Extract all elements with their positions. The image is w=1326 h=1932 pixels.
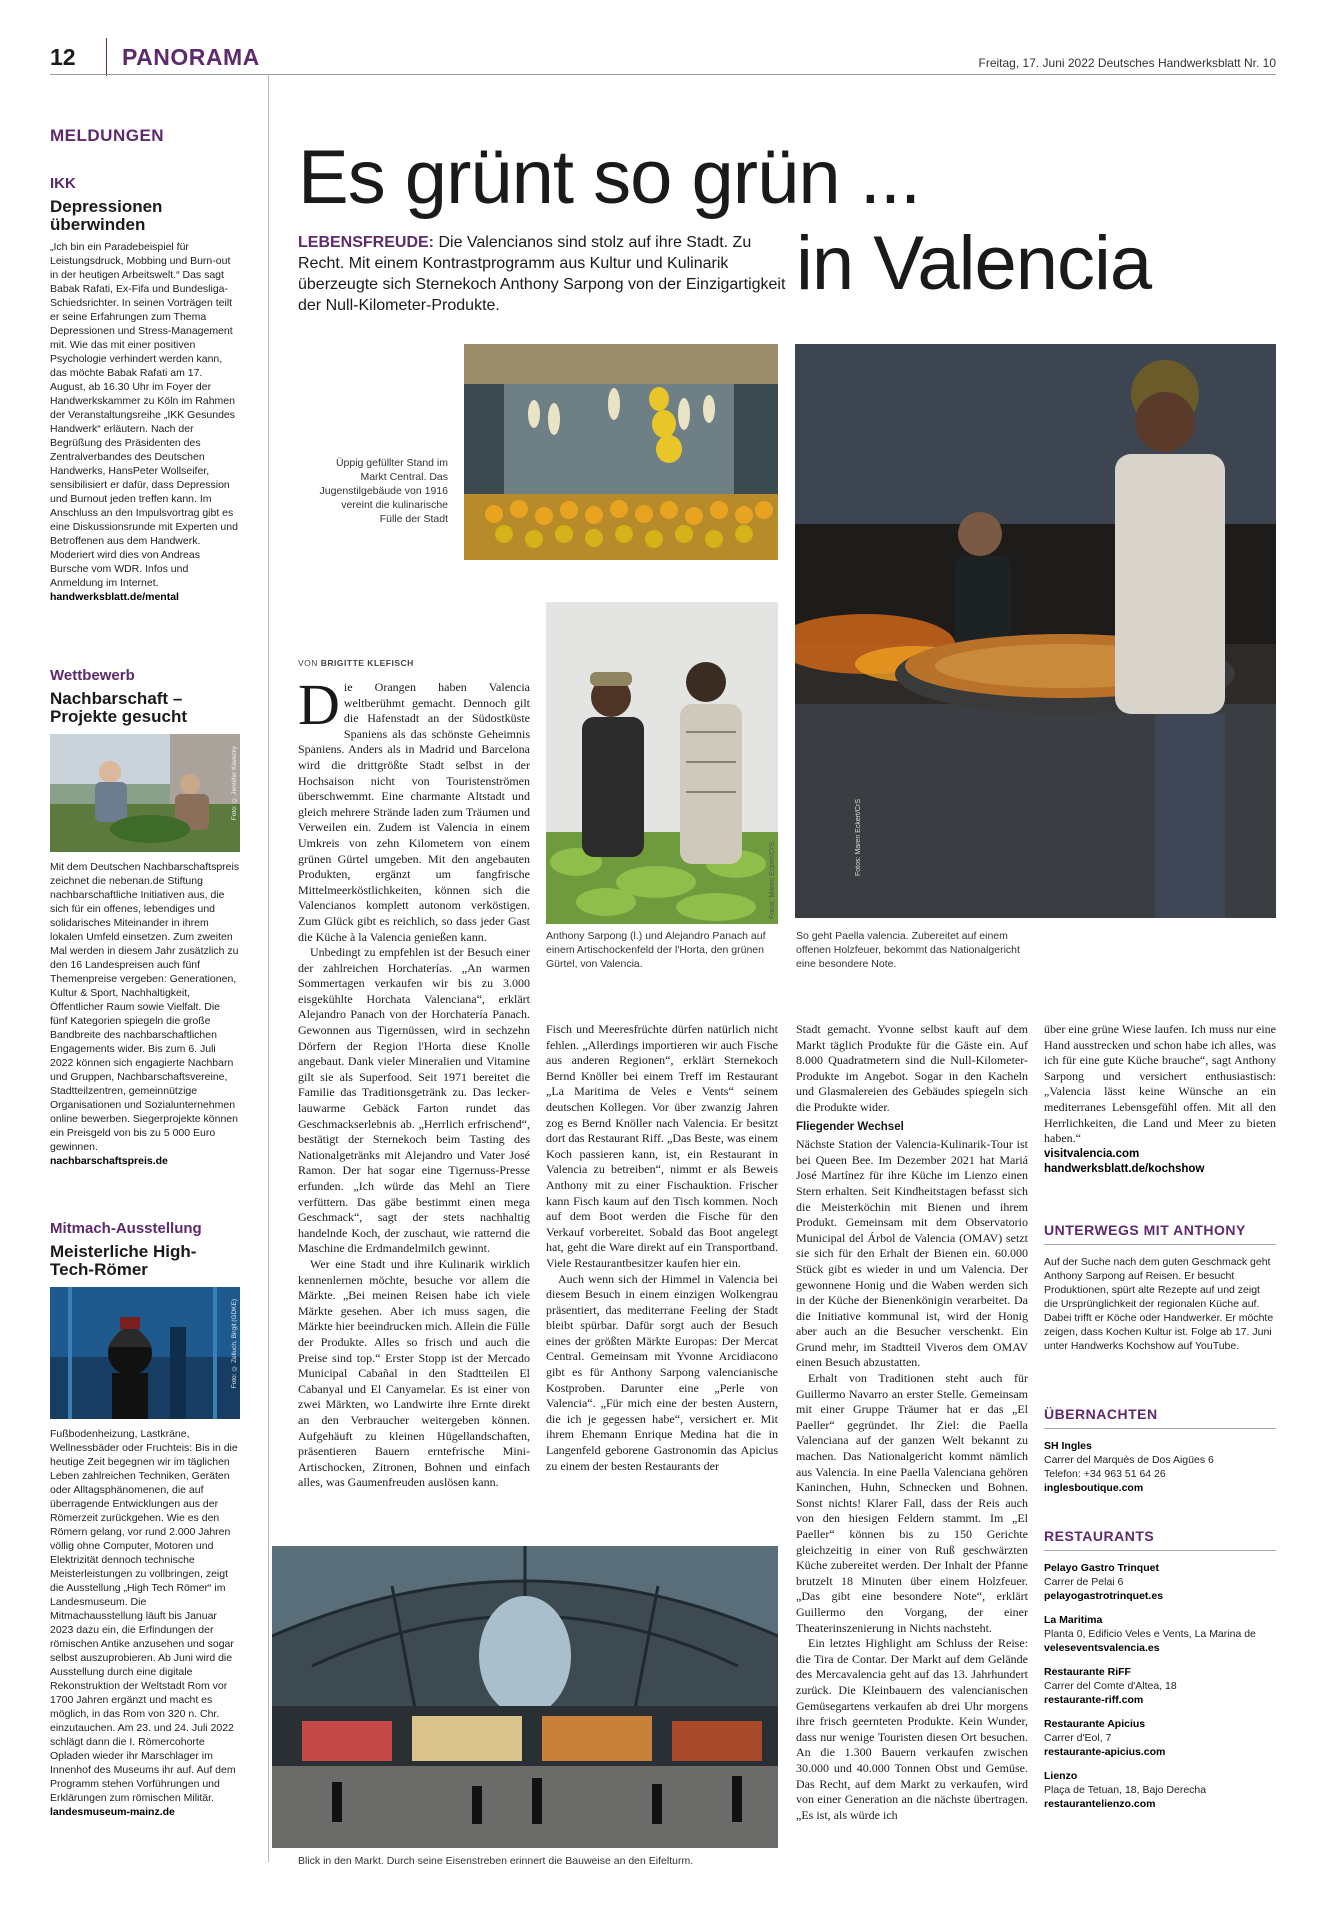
news-link[interactable]: handwerksblatt.de/mental: [50, 591, 179, 603]
header-divider: [106, 38, 107, 76]
info-heading: ÜBERNACHTEN: [1044, 1406, 1158, 1422]
article-paragraph: Fisch und Meeresfrüchte dürfen natürlich nicht fehlen. „Allerdings importieren wir auch Fische aus anderen Regionen“, erklärt Sternekoch Bernd Knöller bei einem Treff im Restaurant „La Maritima de Veles e Vents“ seinem deutschen Kollegen. Vor über zwanzig Jahren zog es Bernd Knöller nach Valencia. Er besitzt dort das Restaurant Riff. „Das Beste, was einem Koch passieren kann, ist, ein Restaurant in Valencia zu betreiben“, nimmt er als Beweis Anthony mit zu einer Fischauktion. Frischer kann Fisch kaum auf den Tisch kommen. Noch auf dem Boot werden die Fische für den Verkauf vorbereitet. Sobald das Boot angelegt hat, geht die Ware direkt auf ein Transportband. Viele Restaurantbesitzer kaufen hier ein.: [546, 1022, 778, 1270]
photo-credit: Foto: © Jennifer Kiwecky: [231, 746, 238, 821]
subheading: Fliegender Wechsel: [796, 1120, 904, 1133]
hotel-address: Carrer del Marquès de Dos Aigües 6: [1044, 1454, 1214, 1466]
neighbors-photo-graphic: [50, 734, 240, 852]
news-headline: Nachbarschaft – Projekte gesucht: [50, 689, 187, 726]
article-teaser: [298, 232, 788, 316]
news-body-text: Fußbodenheizung, Lastkräne, Wellnessbäder oder Fruchteis: Bis in die heutige Zeit begegnen wir im täglichen Leben zahlreichen Techniken, Geräten oder Alltagsphänomenen, die auf überragende Entwicklungen aus der Römerzeit zurückgehen. Wie es den Römern gelang, vor rund 2.000 Jahren völlig ohne Computer, Motoren und Elektrizität dennoch technische Meisterleistungen zu vollbringen, zeigt die Ausstellung „High Tech Römer“ im Landesmuseum. Die Mitmachausstellung läuft bis Januar 2023 dazu ein, die Erfindungen der römischen Antike anzusehen und sogar selbst auszuprobieren. Ab Juni wird die Ausstellung durch eine digitale Rekonstruktion der Weltstadt Rom vor 1700 Jahren ergänzt und macht es möglich, in das Rom von 320 n. Chr. einzutauchen. Am 23. und 24. Juli 2022 schlägt dann die I. Römercohorte Opladen wieder ihr Marschlager im Innenhof des Museums ihr auf. Auf dem Programm stehen Vorführungen und Erklärungen zum römischen Militär.: [50, 1428, 238, 1804]
article-paragraph: Ein letztes Highlight am Schluss der Reise: die Tira de Contar. Der Markt auf dem Gelände des Mercavalencia geht auf das 13. Jahrhundert zurück. Die Kleinbauern des valencianischen Gemüsegartens verkaufen ab drei Uhr morgens ihre frisch geernteten Produkte. Kein Wunder, dass nur wenige Touristen diesen Ort besuchen. An die 1.300 Bauern verkaufen zwischen 30.000 und 40.000 Tonnen Obst und Gemüse. Das Recht, auf dem Markt zu verkaufen, wird von einer Generation an die nächste übertragen. „Es ist, als würde ich: [796, 1636, 1028, 1822]
article-column-4: [1044, 1022, 1276, 1178]
article-paragraph: Wer eine Stadt und ihre Kulinarik wirklich kennenlernen möchte, besuche vor allem die Märkte. „Bei meinen Reisen habe ich viele Märkte gesehen. Aber ich muss sagen, die Märkte hier beeindrucken mich. Allein die Fülle der Produkte. Alles so frisch und auch die Preise sind top.“ Erster Stopp ist der Mercado Municipal Cabañal in den Stadtteilen El Cabanyal und El Canyamelar. Es ist einer von zwei Märkten, wo Landwirte ihre Ernte direkt an den Verbraucher weitergeben können. Aufgehäuft zu kleinen Hügellandschaften, präsentieren Bauern erntefrische Mini-Artischocken, Zitronen, Bohnen und einfach alles, was Gaumenfreuden auslösen kann.: [298, 1256, 530, 1490]
restaurant-web[interactable]: veleseventsvalencia.es: [1044, 1642, 1160, 1654]
sidebar-heading: [50, 126, 240, 146]
article-title-line2: in Valencia: [796, 221, 1152, 306]
paella-graphic: [795, 344, 1276, 918]
caption-market: Üppig gefüllter Stand im Markt Central. Das Jugenstilgebäude von 1916 vereint die kulinarische Fülle der Stadt: [319, 457, 448, 525]
market-stall-graphic: [464, 344, 778, 560]
article-paragraph: Auch wenn sich der Himmel in Valencia bei diesem Besuch in einem einzigen Wolkengrau präsentiert, das mediterrane Feeling der Stadt bleibt spürbar. Dafür sorgt auch der Besuch eines der größten Märkte Europas: Der Mercat Central. Gemeinsam mit Yvonne Arcidiacono gibt es für Anthony Sarpong valencianische Kostproben. Darunter eine „Perle von Valencia“. „Für mich eine der besten Austern, die ich je gegessen habe“, versichert er. Mit ihrem Ehemann Enrique Medina hat die in Langenfeld geborene Gastronomin das Apicius zu einem der besten Restaurants der: [546, 1271, 778, 1473]
restaurant-address: Carrer d'Eol, 7: [1044, 1732, 1112, 1744]
issue-meta: Freitag, 17. Juni 2022 Deutsches Handwerksblatt Nr. 10: [978, 56, 1276, 70]
article-paragraph: [298, 672, 530, 945]
article-title-line1: Es grünt so grün ...: [298, 135, 921, 220]
news-headline: Depressionen überwinden: [50, 197, 163, 234]
link-visitvalencia[interactable]: visitvalencia.com: [1044, 1147, 1140, 1160]
drop-cap: D: [298, 672, 340, 737]
caption-artichoke: Anthony Sarpong (l.) und Alejandro Panach auf einem Artischockenfeld der l'Horta, den grünen Gürtel, von Valencia.: [546, 930, 766, 970]
restaurant-address: Planta 0, Edificio Veles e Vents, La Marina de: [1044, 1628, 1256, 1640]
news-body-text: Mit dem Deutschen Nachbarschaftspreis zeichnet die nebenan.de Stiftung nachbarschaftliche Initiativen aus, die sich für ein offenes, lebendiges und solidarisches Miteinander in ihrem lokalen Umfeld einsetzen. Zum zweiten Mal werden in diesem Jahr zusätzlich zu den 16 Landespreisen auch fünf Themenpreise vergeben: Generationen, Kultur & Sport, Nachhaltigkeit, Öffentlicher Raum sowie Vielfalt. Die fünf Kategorien spiegeln die große Bandbreite des nachbarschaftlichen Engagements wider. Bis zum 6. Juli 2022 können sich engagierte Nachbarn und Gruppen, Nachbarschaftsvereine, Stadtteilzentren, gemeinnützige Organisationen und Sozialunternehmen online bewerben. Siegerprojekte können ein Preisgeld von bis zu 5 000 Euro gewinnen.: [50, 861, 240, 1153]
header-rule: [50, 74, 1276, 75]
news-link[interactable]: nachbarschaftspreis.de: [50, 1155, 168, 1167]
news-body: [50, 240, 240, 604]
byline: [298, 658, 414, 668]
article-paragraph: Unbedingt zu empfehlen ist der Besuch einer der zahlreichen Horchaterías. „An warmen Sommertagen verkaufen wir bis zu 3.000 eisgekühlte Horchata Valenciana“, erklärt Alejandro Panach von der Horchatería Panach. Gewonnen aus Tigernüssen, wird in sechzehn Dörfern der Region l'Horta diese Knolle angebaut. Dank vieler Mineralien und Vitamine gilt sie als Superfood. Seit 1971 bereitet die Familie das Traditionsgetränk zu. Das lecker-lauwarme Gebäck Farton rundet das Geschmackserlebnis ab. „Herrlich erfrischend“, bestätigt der Sternekoch beim Tasting des Nationalgetränks mit Alejandro und Vater José Ramon. Der hat sogar eine Tigernuss-Presse erfunden. „Ich würde das Mehl an Tiere verfüttern. Das gäbe bestimmt einen mega Geschmack“, sagt der stets nachhaltig handelnde Koch, der zuschaut, wie ratternd die Maschine die Erdmandelmilch gewinnt.: [298, 945, 530, 1256]
paella-photo: [795, 344, 1276, 918]
paragraph-text: ie Orangen haben Valencia weltberühmt gemacht. Dennoch gilt die Hafenstadt an der Südostküste Spaniens als das schönste Geheimnis Spaniens. Anders als in Madrid und Barcelona wird die drittgrößte Stadt selbst in der Hochsaison nicht von Touristenströmen überschwemmt. Eine charmante Altstadt und gleich mehrere Strände laden zum Träumen und Verweilen ein. Zudem ist Valencia in einem Umkreis von zehn Kilometern von einem grünen Gürtel umgeben. Mit den angebauten Produkten, ergänzt um fangfrische Mittelmeerköstlichkeiten, können sich die Valencianos komplett autonom verköstigen. Zum Glück gibt es reichlich, so dass jeder Gast die Küche à la Valencia genießen kann.: [298, 680, 530, 944]
news-body: [50, 860, 240, 1168]
news-body: [50, 1427, 240, 1819]
restaurant-entry: [1044, 1613, 1276, 1655]
photo-credit: Foto: © Zelluch, Birgit (GDKE): [231, 1299, 238, 1389]
info-heading: RESTAURANTS: [1044, 1528, 1155, 1544]
artichoke-field-graphic: [546, 602, 778, 924]
news-headline: Meisterliche High-Tech-Römer: [50, 1242, 197, 1279]
page-number: 12: [50, 44, 76, 70]
restaurant-web[interactable]: restaurante-apicius.com: [1044, 1746, 1166, 1758]
market-hall-photo: [272, 1546, 778, 1848]
info-uebernachten: [1044, 1406, 1276, 1495]
roman-helmet-photo: [50, 1287, 240, 1419]
photo-credit: Fotos: Maren Eckert/CrS: [855, 799, 862, 877]
restaurant-entry: [1044, 1769, 1276, 1811]
restaurant-web[interactable]: restaurantelienzo.com: [1044, 1798, 1156, 1810]
restaurant-address: Carrer del Comte d'Altea, 18: [1044, 1680, 1177, 1692]
restaurant-address: Plaça de Tetuan, 18, Bajo Derecha: [1044, 1784, 1207, 1796]
photo-credit: Fotos: Maren Eckert/CrS: [769, 842, 776, 920]
market-stall-photo: [464, 344, 778, 560]
hotel-web[interactable]: inglesboutique.com: [1044, 1482, 1144, 1494]
restaurant-web[interactable]: restaurante-riff.com: [1044, 1694, 1144, 1706]
info-restaurants: [1044, 1528, 1276, 1811]
section-title: PANORAMA: [122, 44, 260, 70]
byline-name: BRIGITTE KLEFISCH: [320, 658, 414, 668]
restaurant-web[interactable]: pelayogastrotrinquet.es: [1044, 1590, 1164, 1602]
roman-helmet-graphic: [50, 1287, 240, 1419]
info-text: Auf der Suche nach dem guten Geschmack geht Anthony Sarpong auf Reisen. Er besucht Produktionen, spürt alte Rezepte auf und zeigt die Ursprünglichkeit der regionalen Küche auf. Dabei trifft er Köche oder Handwerker. Er möchte zeigen, dass Kochen Kultur ist. Folge ab 17. Juni unter Handwerks Kochshow auf YouTube.: [1044, 1256, 1274, 1352]
restaurant-name: Lienzo: [1044, 1770, 1078, 1782]
hotel-phone: Telefon: +34 963 51 64 26: [1044, 1468, 1166, 1480]
news-kicker: Mitmach-Ausstellung: [50, 1220, 202, 1237]
article-paragraph: Nächste Station der Valencia-Kulinarik-Tour ist bei Queen Bee. Im Dezember 2021 hat Mariá José Martínez für ihre Küche im Lienzo einen Stern erhalten. Seit Kindheitstagen befasst sich die Meisterköchin mit Bienen und ihrem Produkt. Gemeinsam mit dem Observatorio Municipal del Árbol de Valencia (OMAV) setzt sie sich für den Erhalt der Bienen ein. 60.000 Stück gibt es wieder in und um Valencia. Der gewonnene Honig und die Waben werden sich in der Küche der Bienenkönigin verarbeitet. Da die Initiative kommunal ist, wird der Honig aber auch an die Besucher verschenkt. Ein Grund mehr, im Stadtteil Viveros dem OMAV einen Besuch abzustatten.: [796, 1137, 1028, 1370]
teaser-kicker: LEBENSFREUDE:: [298, 234, 435, 251]
teaser-text: Die Valencianos sind stolz auf ihre Stadt. Zu Recht. Mit einem Kontrastprogramm aus Kultur und Kulinarik überzeugte sich Sternekoch Anthony Sarpong von der Einzigartigkeit der Null-Kilometer-Produkte.: [298, 234, 786, 314]
sidebar-divider: [268, 74, 269, 1862]
info-unterwegs: [1044, 1222, 1276, 1353]
article-column-1: [298, 672, 530, 1491]
news-link[interactable]: landesmuseum-mainz.de: [50, 1806, 175, 1818]
info-heading: UNTERWEGS MIT ANTHONY: [1044, 1222, 1246, 1238]
restaurant-entry: [1044, 1561, 1276, 1603]
artichoke-field-photo: [546, 602, 778, 924]
link-kochshow[interactable]: handwerksblatt.de/kochshow: [1044, 1163, 1205, 1176]
caption-hall: Blick in den Markt. Durch seine Eisenstreben erinnert die Bauweise an den Eifelturm.: [298, 1855, 694, 1867]
info-rule: [1044, 1428, 1276, 1429]
restaurant-name: La Maritima: [1044, 1614, 1103, 1626]
article-column-3: [796, 1022, 1028, 1823]
article-paragraph: Erhalt von Traditionen steht auch für Guillermo Navarro an erster Stelle. Gemeinsam mit einer Gruppe Träumer hat er das „El Paeller“ gegründet. Ihr Ziel: die Paella Valenciana auf der ganzen Welt bekannt zu machen. Das Nationalgericht kommt nämlich aus Valencia. In eine Paella Valenciana gehören Kaninchen, Huhn, Schnecken und Bohnen. Sonst nichts! Klarer Fall, dass der Reis auch von den hiesigen Feldern stammt. Im „El Paeller“ können bis zu 150 Gerichte gleichzeitig in einer von Ruß geschwärzten Küche zubereitet werden. Der Inhalt der Pfanne brutzelt 18 Minuten über einem Holzfeuer. „Das gibt eine besondere Note“, erklärt Guillermo den Vorgang, der einer Theaterinszenierung in Nichts nachsteht.: [796, 1371, 1028, 1635]
caption-paella: So geht Paella valencia. Zubereitet auf einem offenen Holzfeuer, bekommt das Nationalgericht eine besondere Note.: [796, 930, 1020, 970]
neighbors-photo: [50, 734, 240, 852]
restaurant-entry: [1044, 1717, 1276, 1759]
restaurant-name: Restaurante Apicius: [1044, 1718, 1146, 1730]
article-paragraph: über eine grüne Wiese laufen. Ich muss nur eine Hand ausstrecken und schon habe ich alles, was ich für eine gute Küche brauche“, sagt Anthony Sarpong und versichert enthusiastisch: „Valencia lässt keine Wünsche an ein mediterranes Lebensgefühl offen. Mit all den Herrlichkeiten, die Land und Meer zu bieten haben.“: [1044, 1022, 1276, 1146]
restaurant-entry: [1044, 1665, 1276, 1707]
byline-prefix: VON: [298, 658, 321, 668]
sidebar-heading-text: MELDUNGEN: [50, 126, 165, 145]
news-item-ausstellung: [50, 1220, 240, 1819]
info-rule: [1044, 1244, 1276, 1245]
news-kicker: Wettbewerb: [50, 667, 135, 684]
news-kicker: IKK: [50, 175, 76, 192]
info-rule: [1044, 1550, 1276, 1551]
restaurant-address: Carrer de Pelai 6: [1044, 1576, 1124, 1588]
restaurant-name: Restaurante RiFF: [1044, 1666, 1131, 1678]
article-column-2: [546, 1022, 778, 1474]
news-body-text: „Ich bin ein Paradebeispiel für Leistungsdruck, Mobbing und Burn-out in der heutigen Arbeitswelt.“ Das sagt Babak Rafati, Ex-Fifa und Bundesliga-Schiedsrichter. In seinen Vorträgen teilt er seine Erfahrungen zum Thema Depressionen und Stress-Management mit. Wie das mit einer positiven Psychologie verhindert werden kann, das möchte Babak Rafati am 17. August, ab 16.30 Uhr im Foyer der Handwerkskammer zu Köln im Rahmen der Veranstaltungsreihe „IKK Gesundes Handwerk“ erläutern. Nach der Begrüßung des Präsidenten des Zentralverbandes des Deutschen Handwerks, HansPeter Wollseifer, sensibilisiert er dafür, dass Depression und Burnout jeden treffen kann. Im Anschluss an den Impulsvortrag gibt es eine Diskussionsrunde mit Experten und Betroffenen aus dem Handwerk. Moderiert wird dies von Andreas Bursche vom WDR. Infos und Anmeldung im Internet.: [50, 241, 238, 589]
news-item-ikk: [50, 175, 240, 604]
news-item-wettbewerb: [50, 667, 240, 1168]
hotel-name: SH Ingles: [1044, 1440, 1092, 1452]
hotel-entry: [1044, 1439, 1276, 1495]
article-paragraph: Stadt gemacht. Yvonne selbst kauft auf dem Markt täglich Produkte für die Gäste ein. Auf 8.000 Quadratmetern sind die Null-Kilometer-Produkte im Angebot. Sogar in den Kacheln und Glasmalereien des Gebäudes spiegeln sich die Produkte wider.: [796, 1022, 1028, 1114]
market-hall-graphic: [272, 1546, 778, 1848]
restaurant-name: Pelayo Gastro Trinquet: [1044, 1562, 1159, 1574]
